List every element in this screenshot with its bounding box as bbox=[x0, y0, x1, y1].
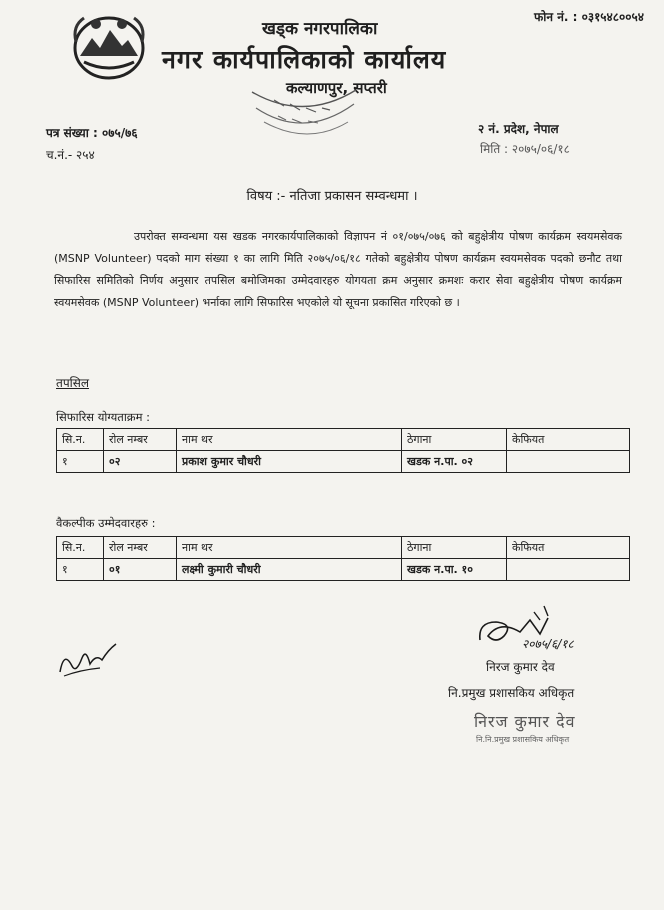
column-header: रोल नम्बर bbox=[104, 429, 177, 451]
province-address: २ नं. प्रदेश, नेपाल bbox=[478, 122, 559, 136]
letter-body: उपरोक्त सम्वन्धमा यस खडक नगरकार्यपालिकाको विज्ञापन नं ०१/०७५/०७६ को बहुक्षेत्रीय पोषण कार्यक्रम स्वयमसेवक (MSNP Volunteer) पदको माग संख्या १ का लागि मिति २०७५/०६/१८ गतेको बहुक्षेत्रीय पोषण कार्यक्रम स्वयमसेवक पदको छनौट तथा सिफारिस समितिको निर्णय अनुसार तपसिल बमोजिमका उम्मेदवारहरु योगयता क्रम अनुसार क्रमशः करार सेवा बहुक्षेत्रीय पोषण कार्यक्रम स्वयमसेवक (MSNP Volunteer) भर्नाका लागि सिफारिस भएकोले यो सूचना प्रकासित गरिएको छ । bbox=[54, 230, 622, 309]
recommended-table bbox=[56, 428, 630, 473]
section-title: तपसिल bbox=[56, 376, 90, 390]
recommended-label: सिफारिस योग्यताक्रम : bbox=[56, 410, 151, 424]
cell-name: प्रकाश कुमार चौधरी bbox=[177, 451, 402, 473]
table-header-row bbox=[57, 429, 630, 451]
letter-date: मिति : २०७५/०६/१८ bbox=[480, 142, 570, 156]
column-header: नाम थर bbox=[177, 537, 402, 559]
alternate-table bbox=[56, 536, 630, 581]
municipality-name: खड्क नगरपालिका bbox=[262, 19, 378, 39]
table-row bbox=[57, 559, 630, 581]
cell-remarks bbox=[507, 559, 630, 581]
cell-name: लक्ष्मी कुमारी चौधरी bbox=[177, 559, 402, 581]
column-header: सि.न. bbox=[57, 537, 104, 559]
cell-address: खडक न.पा. १० bbox=[402, 559, 507, 581]
stamp-name: निरज कुमार देव bbox=[474, 712, 576, 731]
stamp-title: नि.नि.प्रमुख प्रशासकिय अधिकृत bbox=[476, 735, 570, 744]
table-row bbox=[57, 451, 630, 473]
column-header: रोल नम्बर bbox=[104, 537, 177, 559]
reference-number: पत्र संख्या : ०७५/७६ bbox=[46, 126, 138, 140]
cell-sn: १ bbox=[57, 559, 104, 581]
initial-signature-icon bbox=[56, 636, 120, 680]
signer-name: निरज कुमार देव bbox=[486, 660, 555, 674]
letter-subject: विषय :- नतिजा प्रकासन सम्वन्धमा । bbox=[246, 189, 418, 204]
cell-roll: ०१ bbox=[104, 559, 177, 581]
signer-title: नि.प्रमुख प्रशासकिय अधिकृत bbox=[448, 686, 575, 700]
nepal-emblem-icon bbox=[70, 12, 148, 82]
column-header: केफियत bbox=[507, 537, 630, 559]
column-header: ठेगाना bbox=[402, 537, 507, 559]
column-header: नाम थर bbox=[177, 429, 402, 451]
column-header: ठेगाना bbox=[402, 429, 507, 451]
cell-remarks bbox=[507, 451, 630, 473]
officer-signature-icon bbox=[474, 600, 614, 660]
handwritten-date: २०७५/६/१८ bbox=[522, 637, 574, 651]
cell-address: खडक न.पा. ०२ bbox=[402, 451, 507, 473]
table-header-row bbox=[57, 537, 630, 559]
dispatch-number: च.नं.- २५४ bbox=[46, 148, 95, 162]
alternate-label: वैकल्पीक उम्मेदवारहरु : bbox=[56, 516, 156, 530]
column-header: केफियत bbox=[507, 429, 630, 451]
cell-sn: १ bbox=[57, 451, 104, 473]
office-stamp-icon bbox=[244, 82, 364, 146]
cell-roll: ०२ bbox=[104, 451, 177, 473]
column-header: सि.न. bbox=[57, 429, 104, 451]
office-name: नगर कार्यपालिकाको कार्यालय bbox=[162, 45, 447, 74]
office-location: कल्याणपुर, सप्तरी bbox=[286, 79, 387, 97]
phone-number: फोन नं. : ०३१५४८००५४ bbox=[534, 10, 644, 24]
